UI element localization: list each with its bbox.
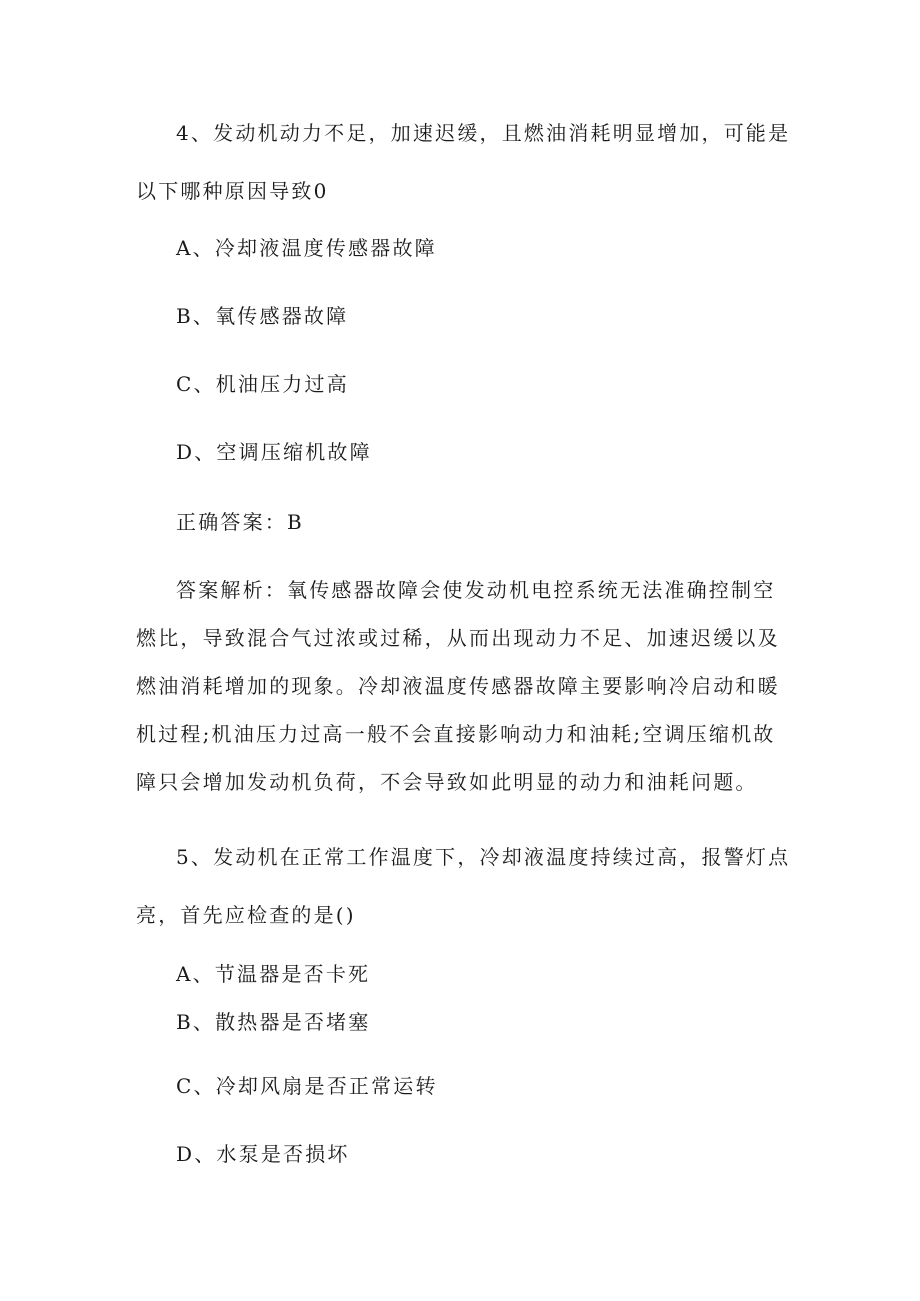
question-4-stem: 4、发动机动力不足，加速迟缓，且燃油消耗明显增加，可能是以下哪种原因导致0	[136, 121, 791, 203]
question-5-option-d: D、水泵是否损坏	[176, 1142, 350, 1166]
question-4-answer: 正确答案：B	[176, 510, 304, 534]
question-5-option-c: C、冷却风扇是否正常运转	[176, 1074, 438, 1098]
question-4-option-b: B、氧传感器故障	[176, 304, 349, 328]
question-4-option-d: D、空调压缩机故障	[176, 440, 372, 464]
question-4-analysis: 答案解析：氧传感器故障会使发动机电控系统无法准确控制空燃比，导致混合气过浓或过稀，从而出现动力不足、加速迟缓以及燃油消耗增加的现象。冷却液温度传感器故障主要影响冷启动和暖机过程;机油压力过高一般不会直接影响动力和油耗;空调压缩机故障只会增加发动机负荷，不会导致如此明显的动力和油耗问题。	[136, 578, 780, 794]
question-5-option-b: B、散热器是否堵塞	[176, 1010, 371, 1034]
question-5-stem: 5、发动机在正常工作温度下，冷却液温度持续过高，报警灯点亮，首先应检查的是()	[136, 845, 791, 927]
question-5-option-a: A、节温器是否卡死	[176, 962, 371, 986]
question-4-option-c: C、机油压力过高	[176, 372, 349, 396]
question-4-option-a: A、冷却液温度传感器故障	[176, 236, 437, 260]
